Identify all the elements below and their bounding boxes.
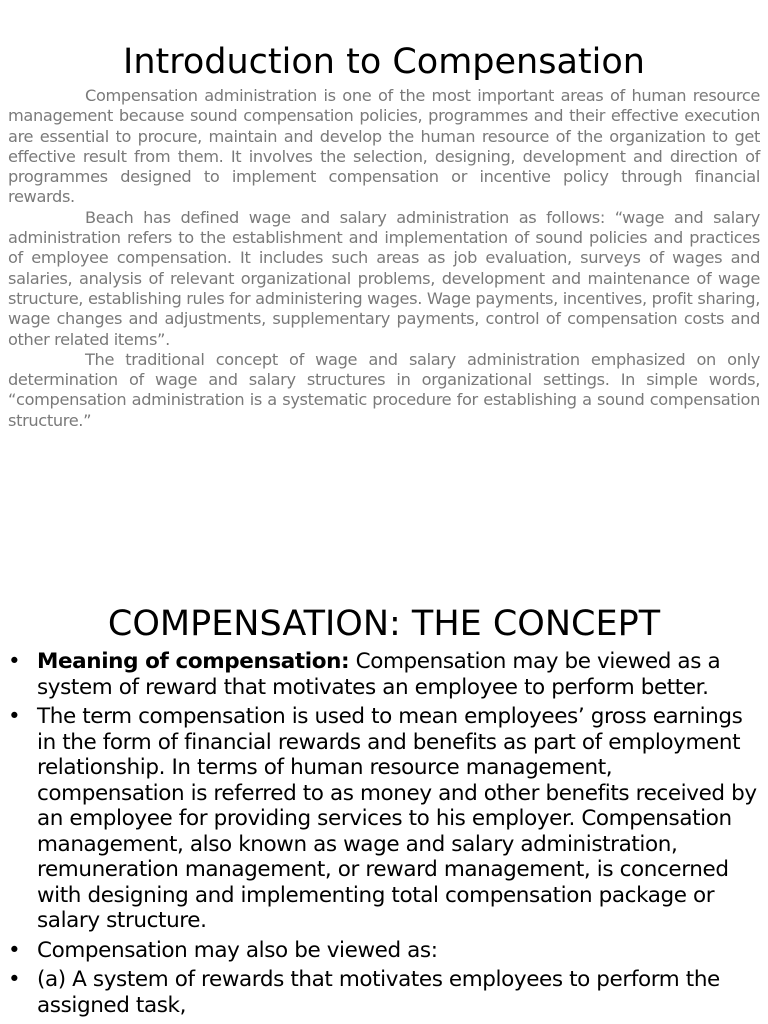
paragraph: Beach has defined wage and salary administration as follows: “wage and salary administration refers to the establishment and implementation of sound policies and practices of employee compensation. It includes such areas as job evaluation, surveys of wages and salaries, analysis of relevant organizational problems, development and maintenance of wage structure, establishing rules for administering wages. Wage payments, incentives, profit sharing, wage changes and adjustments, supplementary payments, control of compensation costs and other related items”.: [8, 207, 760, 349]
bullet-icon: •: [8, 937, 21, 963]
bullet-text: Compensation may be viewed as a system of reward that motivates an employee to perform better.: [37, 649, 721, 700]
bullet-text: The term compensation is used to mean employees’ gross earnings in the form of financial rewards and benefits as part of employment relationship. In terms of human resource management, compensation is referred to as money and other benefits received by an employee for providing services to his employer. Compensation management, also known as wage and salary administration, remuneration management, or reward management, is concerned with designing and implementing total compensation package or salary structure.: [37, 704, 757, 933]
paragraph: The traditional concept of wage and salary administration emphasized on only determination of wage and salary structures in organizational settings. In simple words, “compensation administration is a systematic procedure for establishing a sound compensation structure.”: [8, 349, 760, 430]
bullet-list: [8, 649, 760, 1022]
bullet-item: [8, 649, 760, 700]
slide-title: COMPENSATION: THE CONCEPT: [107, 604, 661, 644]
bullet-text: Compensation may also be viewed as:: [37, 937, 438, 963]
slide-title: Introduction to Compensation: [123, 42, 645, 82]
bullet-icon: •: [8, 967, 21, 992]
bullet-item: [8, 967, 760, 1018]
bullet-item: [8, 704, 760, 934]
slide-introduction: [0, 0, 768, 480]
bullet-icon: •: [8, 649, 21, 674]
body-text: [8, 86, 760, 431]
slide-concept: [0, 590, 768, 1024]
paragraph: Compensation administration is one of the most important areas of human resource management because sound compensation policies, programmes and their effective execution are essential to procure, maintain and develop the human resource of the organization to get effective result from them. It involves the selection, designing, development and direction of programmes designed to implement compensation or incentive policy through financial rewards.: [8, 86, 760, 207]
bullet-icon: •: [8, 704, 21, 729]
bullet-item: [8, 938, 760, 964]
bullet-lead: Meaning of compensation:: [37, 649, 350, 674]
bullet-text: (a) A system of rewards that motivates employees to perform the assigned task,: [37, 967, 720, 1018]
